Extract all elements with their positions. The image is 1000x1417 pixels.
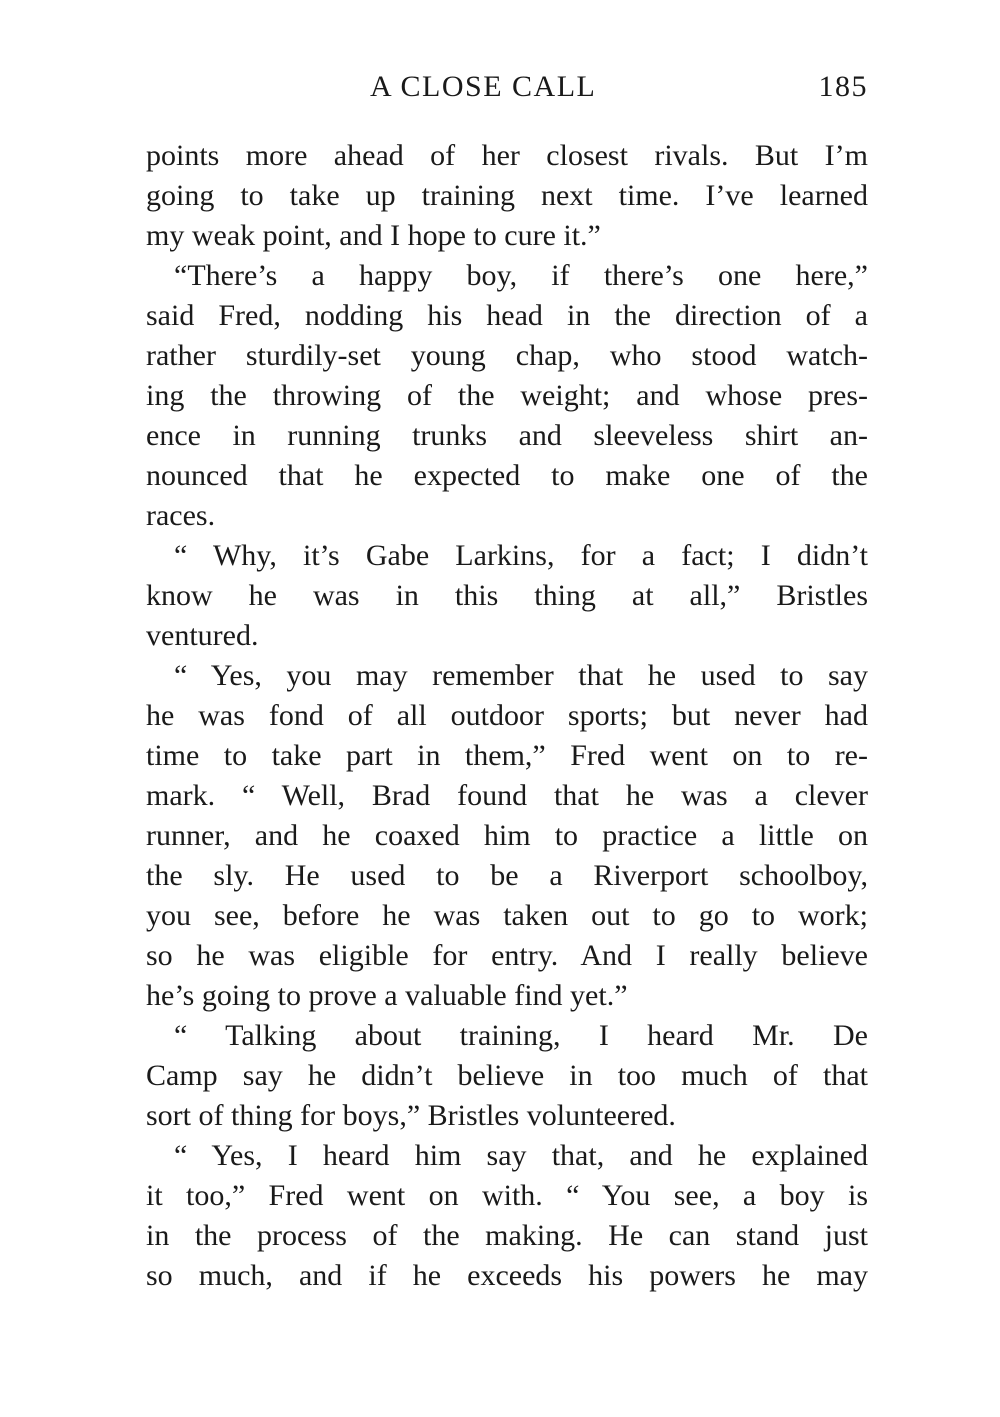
text-line: races. xyxy=(146,499,216,532)
text-line: so he was eligible for entry. And I really believe xyxy=(146,939,868,972)
text-line: “ Yes, I heard him say that, and he explained xyxy=(174,1139,868,1172)
text-line: he’s going to prove a valuable find yet.” xyxy=(146,979,628,1012)
page-number: 185 xyxy=(818,70,868,103)
text-line: points more ahead of her closest rivals. But I’m xyxy=(146,139,868,172)
text-line: “There’s a happy boy, if there’s one here,” xyxy=(174,259,868,292)
text-line: sort of thing for boys,” Bristles volunteered. xyxy=(146,1099,676,1132)
text-line: you see, before he was taken out to go to work; xyxy=(146,899,868,932)
text-line: know he was in this thing at all,” Bristles xyxy=(146,579,868,612)
text-line: ventured. xyxy=(146,619,259,652)
text-line: mark. “ Well, Brad found that he was a clever xyxy=(146,779,868,812)
chapter-title: A CLOSE CALL xyxy=(370,70,597,103)
text-line: rather sturdily-set young chap, who stood watch- xyxy=(146,339,868,372)
text-line: in the process of the making. He can stand just xyxy=(146,1219,868,1252)
body-text xyxy=(146,136,868,1296)
text-line: time to take part in them,” Fred went on to re- xyxy=(146,739,868,772)
text-line: “ Yes, you may remember that he used to say xyxy=(174,659,868,692)
text-line: my weak point, and I hope to cure it.” xyxy=(146,219,601,252)
text-line: going to take up training next time. I’ve learned xyxy=(146,179,868,212)
text-line: “ Talking about training, I heard Mr. De xyxy=(174,1019,868,1052)
text-line: ing the throwing of the weight; and whose pres- xyxy=(146,379,868,412)
text-line: ence in running trunks and sleeveless shirt an- xyxy=(146,419,868,452)
text-line: runner, and he coaxed him to practice a little on xyxy=(146,819,868,852)
text-line: Camp say he didn’t believe in too much of that xyxy=(146,1059,868,1092)
text-line: he was fond of all outdoor sports; but never had xyxy=(146,699,868,732)
text-line: the sly. He used to be a Riverport schoolboy, xyxy=(146,859,868,892)
text-line: nounced that he expected to make one of the xyxy=(146,459,868,492)
running-head xyxy=(146,70,868,114)
text-line: it too,” Fred went on with. “ You see, a boy is xyxy=(146,1179,868,1212)
text-line: “ Why, it’s Gabe Larkins, for a fact; I didn’t xyxy=(174,539,868,572)
text-line: said Fred, nodding his head in the direction of a xyxy=(146,299,868,332)
text-line: so much, and if he exceeds his powers he may xyxy=(146,1259,868,1292)
